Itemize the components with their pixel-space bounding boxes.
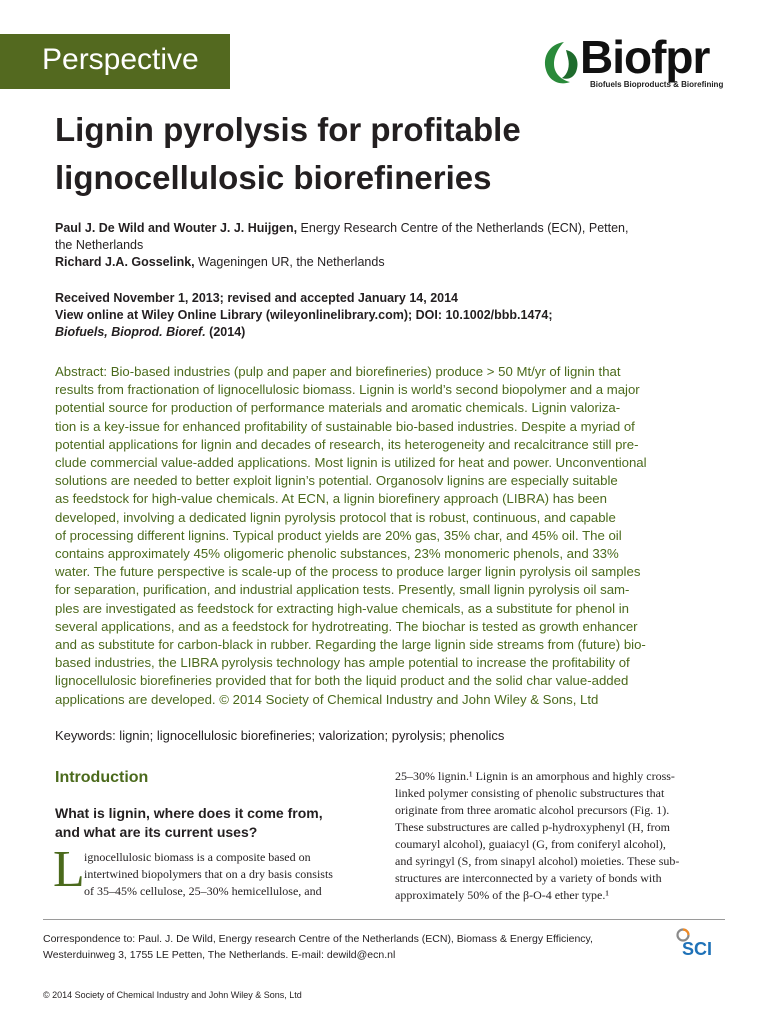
body-text-line: of 35–45% cellulose, 25–30% hemicellulose, and <box>84 884 322 898</box>
section-label: Perspective <box>42 43 199 76</box>
journal-abbrev: Biofuels, Bioprod. Bioref. <box>55 325 206 339</box>
body-text-line: ignocellulosic biomass is a composite based on <box>84 850 311 864</box>
body-text-line: linked polymer consisting of phenolic substructures that <box>395 786 665 800</box>
subsection-heading <box>55 804 375 842</box>
abstract-line: clude commercial value-added applications. Most lignin is utilized for heat and power. Unconventional <box>55 455 647 471</box>
author-affiliation: Wageningen UR, the Netherlands <box>194 255 385 269</box>
citation-line <box>55 324 715 341</box>
abstract-line: Abstract: Bio-based industries (pulp and paper and biorefineries) produce > 50 Mt/yr of lignin that <box>55 364 621 379</box>
author-affiliation: the Netherlands <box>55 238 144 252</box>
body-text-line: These substructures are called p-hydroxyphenyl (H, from <box>395 820 670 834</box>
title-line: lignocellulosic biorefineries <box>55 159 492 196</box>
drop-cap: L <box>53 841 85 898</box>
abstract-line: ples are investigated as feedstock for extracting high-value chemicals, as a substitute for phenol in <box>55 600 629 616</box>
body-text-line: intertwined biopolymers that on a dry basis consists <box>84 867 333 881</box>
publication-info <box>55 290 715 341</box>
copyright: © 2014 Society of Chemical Industry and John Wiley & Sons, Ltd <box>43 990 302 1000</box>
journal-logo-word: Biofpr <box>580 31 710 83</box>
body-column-left <box>84 849 374 900</box>
abstract <box>55 363 715 709</box>
body-column-right <box>395 768 725 904</box>
author-names: Paul J. De Wild and Wouter J. J. Huijgen, <box>55 221 298 235</box>
footer-divider <box>43 919 725 920</box>
abstract-line: tion is a key-issue for enhanced profitability of sustainable bio-based industries. Despite a myriad of <box>55 418 635 434</box>
abstract-line: as feedstock for high-value chemicals. At ECN, a lignin biorefinery approach (LIBRA) has been <box>55 491 607 507</box>
abstract-line: potential applications for lignin and decades of research, its heterogeneity and recalcitrance still pre- <box>55 436 639 452</box>
body-text-line: approximately 50% of the β-O-4 ether type.¹ <box>395 888 609 902</box>
correspondence <box>43 931 643 963</box>
journal-tagline: Biofuels Bioproducts & Biorefining <box>590 80 724 89</box>
title-line: Lignin pyrolysis for profitable <box>55 111 521 148</box>
article-title <box>55 106 715 202</box>
journal-logo <box>540 31 730 92</box>
abstract-line: and as substitute for carbon-black in rubber. Regarding the large lignin side streams from (future) bio- <box>55 637 646 653</box>
abstract-line: for separation, purification, and industrial application tests. Presently, small lignin pyrolysis oil sam- <box>55 582 630 598</box>
abstract-line: applications are developed. © 2014 Society of Chemical Industry and John Wiley & Sons, Ltd <box>55 691 599 707</box>
correspondence-line: Correspondence to: Paul. J. De Wild, Energy research Centre of the Netherlands (ECN), Biomass & Energy Efficiency, <box>43 933 593 945</box>
body-text-line: and syringyl (S, from sinapyl alcohol) moieties. These sub- <box>395 854 680 868</box>
body-text-line: coumaryl alcohol), guaiacyl (G, from coniferyl alcohol), <box>395 837 666 851</box>
subsection-heading-line: and what are its current uses? <box>55 824 258 840</box>
body-text-line: structures are interconnected by a variety of bonds with <box>395 871 662 885</box>
section-heading: Introduction <box>55 769 149 786</box>
author-block <box>55 220 715 271</box>
author-names: Richard J.A. Gosselink, <box>55 255 195 269</box>
body-text-line: 25–30% lignin.¹ Lignin is an amorphous and highly cross- <box>395 769 675 783</box>
abstract-line: several applications, and as a feedstock for hydrotreating. The biochar is tested as growth enhancer <box>55 618 638 634</box>
body-text-line: originate from three aromatic alcohol precursors (Fig. 1). <box>395 803 670 817</box>
abstract-line: contains approximately 45% oligomeric phenolic substances, 23% monomeric phenols, and 33% <box>55 546 619 562</box>
correspondence-line: Westerduinweg 3, 1755 LE Petten, The Netherlands. E-mail: dewild@ecn.nl <box>43 949 396 961</box>
abstract-line: results from fractionation of lignocellulosic biomass. Lignin is world’s second biopolymer and a major <box>55 382 640 398</box>
sci-logo-word: SCI <box>682 939 713 959</box>
abstract-line: potential source for production of performance materials and aromatic chemicals. Lignin valoriza- <box>55 400 621 416</box>
abstract-line: solutions are needed to better exploit lignin’s potential. Organosolv lignins are especially suitable <box>55 473 618 489</box>
subsection-heading-line: What is lignin, where does it come from, <box>55 805 323 821</box>
author-line <box>55 220 715 237</box>
sci-logo <box>672 925 732 961</box>
doi-line: View online at Wiley Online Library (wileyonlinelibrary.com); DOI: 10.1002/bbb.1474; <box>55 308 553 322</box>
author-line <box>55 254 715 271</box>
author-affiliation: Energy Research Centre of the Netherlands (ECN), Petten, <box>297 221 629 235</box>
abstract-line: developed, involving a dedicated lignin pyrolysis protocol that is robust, continuous, and capable <box>55 509 616 525</box>
keywords: Keywords: lignin; lignocellulosic biorefineries; valorization; pyrolysis; phenolics <box>55 728 505 743</box>
abstract-line: based industries, the LIBRA pyrolysis technology has ample potential to increase the profitability of <box>55 655 630 671</box>
citation-year: (2014) <box>205 325 246 339</box>
abstract-line: of processing different lignins. Typical product yields are 20% gas, 35% char, and 45% oil. The oil <box>55 527 622 543</box>
abstract-line: water. The future perspective is scale-up of the process to produce larger lignin pyrolysis oil samples <box>55 564 641 580</box>
received-dates: Received November 1, 2013; revised and accepted January 14, 2014 <box>55 291 459 305</box>
abstract-line: lignocellulosic biorefineries provided that for both the liquid product and the solid char value-added <box>55 673 629 689</box>
